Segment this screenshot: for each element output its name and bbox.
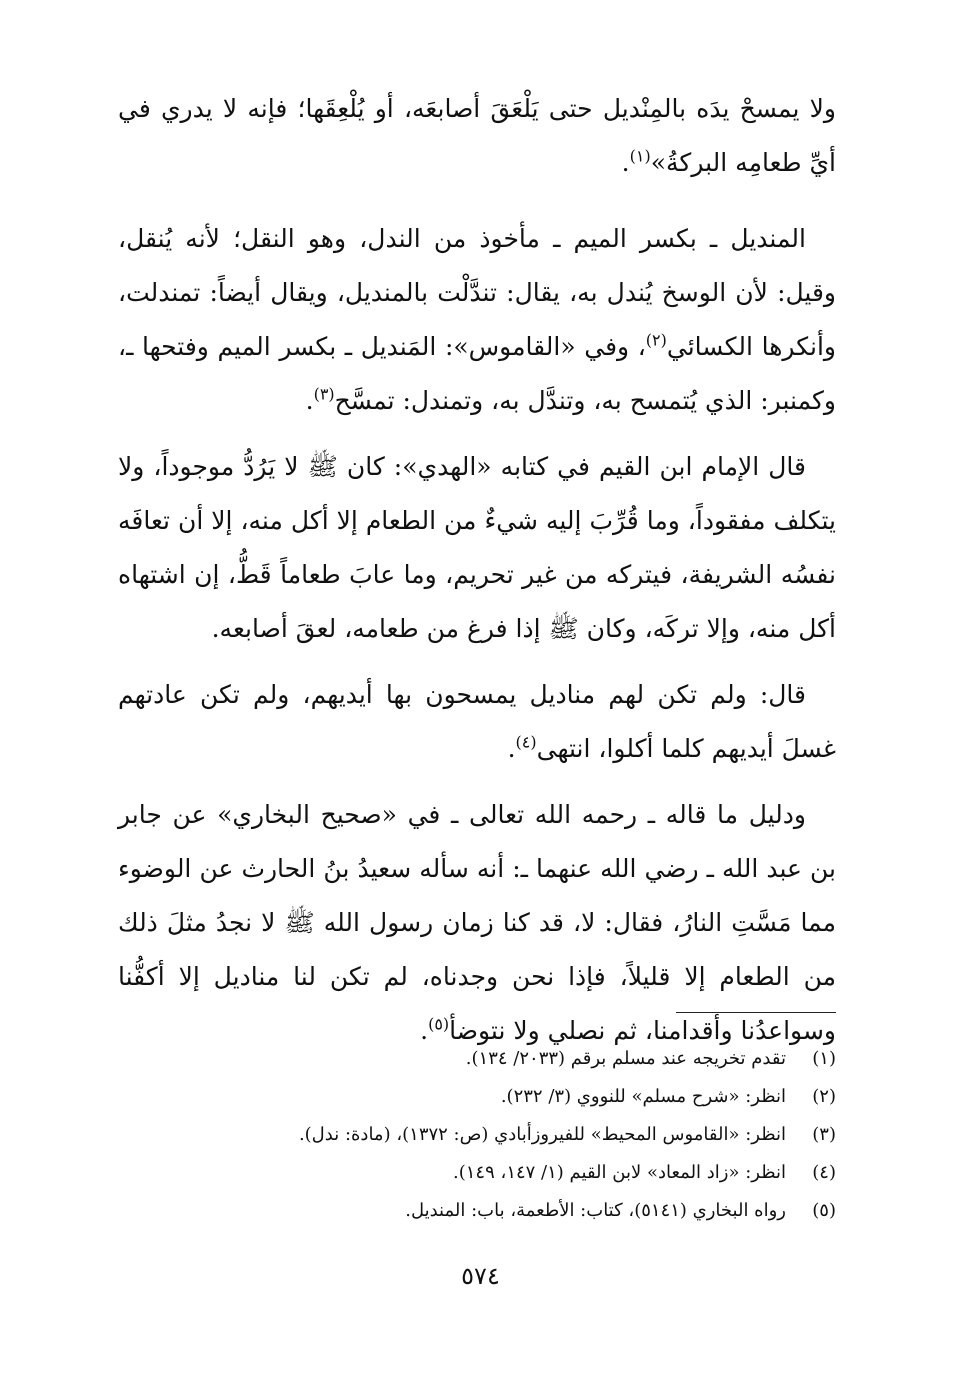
footnote-number: (٥) <box>812 1200 836 1221</box>
footnote-separator <box>676 1012 836 1013</box>
footnote-5 <box>136 1192 836 1230</box>
footnote-marker-3[interactable]: (٣) <box>313 384 335 404</box>
paragraph-3 <box>118 440 836 656</box>
page-number: ٥٧٤ <box>461 1262 500 1290</box>
paragraph-5 <box>118 788 836 1058</box>
footnote-marker-1[interactable]: (١) <box>629 146 651 166</box>
paragraph-1-tail: . <box>621 148 630 177</box>
footnote-text: انظر: «القاموس المحيط» للفيروزأبادي (ص: ١٣٧٢)، (مادة: ندل). <box>298 1124 786 1145</box>
paragraph-2-tail2: . <box>305 386 314 415</box>
footnote-2 <box>136 1078 836 1116</box>
footnote-text: انظر: «زاد المعاد» لابن القيم (١/ ١٤٧، ١٤٩). <box>453 1162 786 1183</box>
footnote-number: (٢) <box>812 1086 836 1107</box>
paragraph-5-tail: . <box>420 1016 429 1045</box>
footnote-text: انظر: «شرح مسلم» للنووي (٣/ ٢٣٢). <box>500 1086 786 1107</box>
footnotes <box>136 1040 836 1230</box>
footnote-1 <box>136 1040 836 1078</box>
paragraph-1-text: ولا يمسحْ يدَه بالمِنْديل حتى يَلْعَقَ أصابعَه، أو يُلْعِقَها؛ فإنه لا يدري في أيِّ طعامِه البركةُ» <box>118 94 836 177</box>
footnote-number: (٣) <box>812 1124 836 1145</box>
paragraph-2 <box>118 212 836 428</box>
paragraph-2-text: المنديل ـ بكسر الميم ـ مأخوذ من الندل، وهو النقل؛ لأنه يُنقل، وقيل: لأن الوسخ يُندل به، يقال: تندَّلْت بالمنديل، ويقال أيضاً: تمندلت، وأنكرها الكسائي <box>118 224 836 361</box>
footnote-number: (١) <box>812 1048 836 1069</box>
paragraph-5-text: ودليل ما قاله ـ رحمه الله تعالى ـ في «صحيح البخاري» عن جابر بن عبد الله ـ رضي الله عنهما ـ: أنه سأله سعيدُ بنُ الحارث عن الوضوء مما مَسَّتِ النارُ، فقال: لا، قد كنا زمان رسول الله ﷺ لا نجدُ مثلَ ذلك من الطعام إلا قليلاً، فإذا نحن وجدناه، لم تكن لنا مناديل إلا أكفُّنا وسواعدُنا وأقدامنا، ثم نصلي ولا نتوضأ <box>118 800 836 1045</box>
paragraph-4 <box>118 668 836 776</box>
footnote-3 <box>136 1116 836 1154</box>
footnote-marker-5[interactable]: (٥) <box>428 1014 450 1034</box>
page-body <box>118 82 836 1070</box>
paragraph-3-text: قال الإمام ابن القيم في كتابه «الهدي»: كان ﷺ لا يَرُدُّ موجوداً، ولا يتكلف مفقوداً، وما قُرِّبَ إليه شيءٌ من الطعام إلا أكل منه، إلا أن تعافَه نفسُه الشريفة، فيتركه من غير تحريم، وما عابَ طعاماً قَطُّ، إن اشتهاه أكل منه، وإلا تركَه، وكان ﷺ إذا فرغ من طعامه، لعقَ أصابعه. <box>118 452 836 643</box>
footnote-4 <box>136 1154 836 1192</box>
footnote-marker-2[interactable]: (٢) <box>645 330 667 350</box>
paragraph-2-tail: ، وفي «القاموس»: المَنديل ـ بكسر الميم وفتحها ـ، وكمنبر: الذي يُتمسح به، وتندَّل به، وتمندل: تمسَّح <box>118 332 836 415</box>
footnote-marker-4[interactable]: (٤) <box>515 732 537 752</box>
footnote-text: رواه البخاري (٥١٤١)، كتاب: الأطعمة، باب: المنديل. <box>405 1200 786 1221</box>
paragraph-4-text: قال: ولم تكن لهم مناديل يمسحون بها أيديهم، ولم تكن عادتهم غسلَ أيديهم كلما أكلوا، انتهى <box>118 680 836 763</box>
footnote-number: (٤) <box>812 1162 836 1183</box>
footnote-text: تقدم تخريجه عند مسلم برقم (٢٠٣٣/ ١٣٤). <box>465 1048 786 1069</box>
paragraph-1 <box>118 82 836 190</box>
paragraph-4-tail: . <box>507 734 516 763</box>
